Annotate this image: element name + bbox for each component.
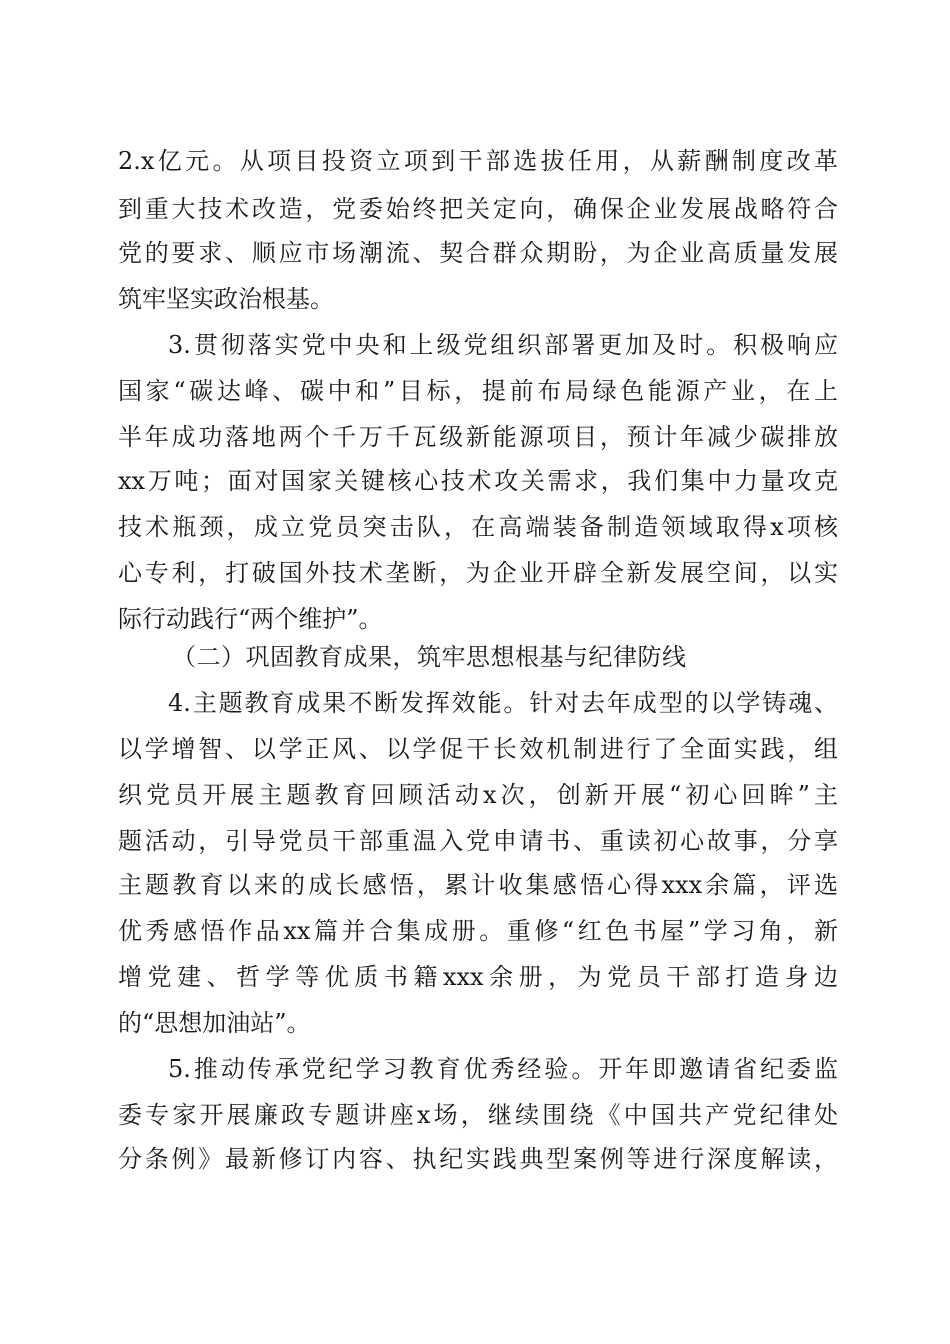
text-line: 国家“碳达峰、碳中和”目标，提前布局绿色能源产业，在上	[118, 377, 838, 405]
paragraph-5-first-line: 5.推动传承党纪学习教育优秀经验。开年即邀请省纪委监	[168, 1055, 838, 1083]
text-line: 分条例》最新修订内容、执纪实践典型案例等进行深度解读，	[118, 1145, 838, 1173]
text-line: 2.x亿元。从项目投资立项到干部选拔任用，从薪酬制度改革	[118, 147, 838, 175]
text-line: 党的要求、顺应市场潮流、契合群众期盼，为企业高质量发展	[118, 239, 838, 267]
section-heading: （二）巩固教育成果，筑牢思想根基与纪律防线	[172, 643, 687, 671]
text-line: 际行动践行“两个维护”。	[118, 605, 383, 633]
text-line: 主题教育以来的成长感悟，累计收集感悟心得xxx余篇，评选	[118, 871, 838, 899]
text-line: 织党员开展主题教育回顾活动x次，创新开展“初心回眸”主	[118, 781, 838, 809]
text-line: 技术瓶颈，成立党员突击队，在高端装备制造领域取得x项核	[118, 513, 838, 541]
text-line: 以学增智、以学正风、以学促干长效机制进行了全面实践，组	[118, 735, 838, 763]
text-line: 的“思想加油站”。	[118, 1009, 311, 1037]
text-line: 增党建、哲学等优质书籍xxx余册，为党员干部打造身边	[118, 963, 838, 991]
paragraph-3-first-line: 3.贯彻落实党中央和上级党组织部署更加及时。积极响应	[168, 331, 838, 359]
paragraph-4-first-line: 4.主题教育成果不断发挥效能。针对去年成型的以学铸魂、	[168, 689, 838, 717]
text-line: 筑牢坚实政治根基。	[118, 285, 334, 313]
text-line: 到重大技术改造，党委始终把关定向，确保企业发展战略符合	[118, 195, 838, 223]
text-line: 半年成功落地两个千万千瓦级新能源项目，预计年减少碳排放	[118, 423, 838, 451]
text-line: xx万吨；面对国家关键核心技术攻关需求，我们集中力量攻克	[118, 467, 838, 495]
text-line: 优秀感悟作品xx篇并合集成册。重修“红色书屋”学习角，新	[118, 917, 838, 945]
text-line: 心专利，打破国外技术垄断，为企业开辟全新发展空间，以实	[118, 559, 838, 587]
text-line: 题活动，引导党员干部重温入党申请书、重读初心故事，分享	[118, 827, 838, 855]
text-line: 委专家开展廉政专题讲座x场，继续围绕《中国共产党纪律处	[118, 1101, 838, 1129]
